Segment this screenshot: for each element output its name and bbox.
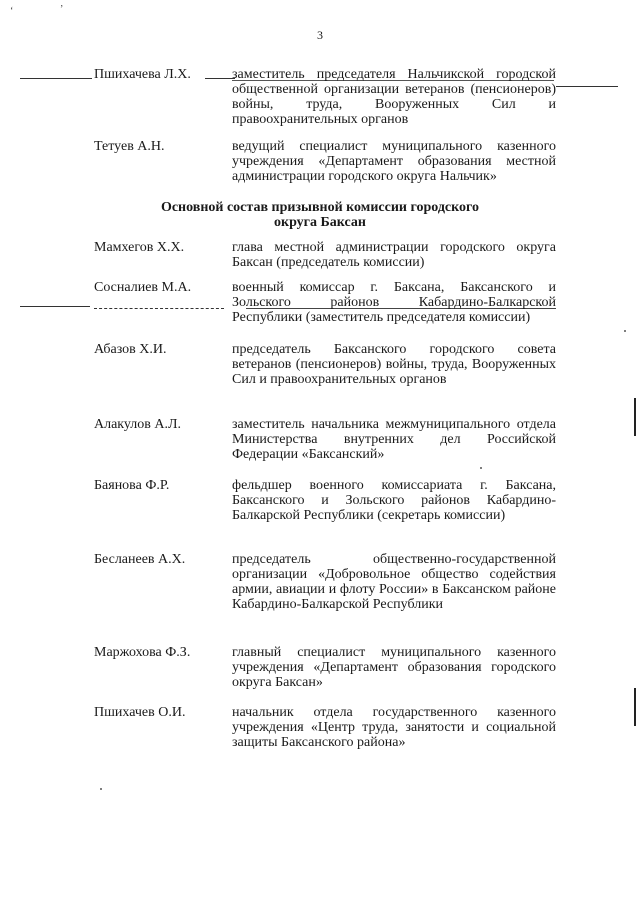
member-name: Маржохова Ф.З.: [94, 645, 191, 660]
scan-speck: [480, 467, 482, 469]
scan-line: [556, 86, 618, 87]
member-role: заместитель начальника межмуниципального отдела Министерства внутренних дел Российской Федерации «Баксанский»: [232, 417, 556, 462]
page-number: 3: [317, 28, 323, 42]
scan-speck: [624, 330, 626, 332]
scan-artifact: ’: [60, 4, 64, 15]
member-name: Тетуев А.Н.: [94, 139, 165, 154]
scan-speck: [100, 788, 102, 790]
member-role: военный комиссар г. Баксана, Баксанского и Зольского районов Кабардино-Балкарской Республики (заместитель председателя комиссии): [232, 280, 556, 325]
member-name: Сосналиев М.А.: [94, 280, 192, 295]
scan-line: [20, 306, 90, 307]
member-name: Бесланеев А.Х.: [94, 552, 186, 567]
member-name: Алакулов А.Л.: [94, 417, 182, 432]
member-role: председатель Баксанского городского совета ветеранов (пенсионеров) войны, труда, Вооруженных Сил и правоохранительных органов: [232, 342, 556, 387]
scan-edge-mark: [634, 688, 636, 726]
member-role: председатель общественно-государственной организации «Добровольное общество содействия армии, авиации и флоту России» в Баксанском районе Кабардино-Балкарской Республики: [232, 552, 556, 612]
member-role: фельдшер военного комиссариата г. Баксана, Баксанского и Зольского районов Кабардино-Балкарской Республики (секретарь комиссии): [232, 478, 556, 523]
member-role: начальник отдела государственного казенного учреждения «Центр труда, занятости и социальной защиты Баксанского района»: [232, 705, 556, 750]
member-name: Пшихачева Л.Х.: [94, 67, 191, 82]
member-role: ведущий специалист муниципального казенного учреждения «Департамент образования местной администрации городского округа Нальчик»: [232, 139, 556, 184]
member-name: Мамхегов Х.Х.: [94, 240, 185, 255]
member-role: главный специалист муниципального казенного учреждения «Департамент образования городского округа Баксан»: [232, 645, 556, 690]
member-role: глава местной администрации городского округа Баксан (председатель комиссии): [232, 240, 556, 270]
section-title: Основной состав призывной комиссии городского округа Баксан: [160, 200, 480, 230]
member-role: заместитель председателя Нальчикской городской общественной организации ветеранов (пенсионеров) войны, труда, Вооруженных Сил и правоохранительных органов: [232, 67, 556, 127]
member-name: Абазов Х.И.: [94, 342, 167, 357]
scan-artifact: ‘: [10, 6, 14, 17]
member-name: Пшихачев О.И.: [94, 705, 186, 720]
scan-line: [20, 78, 92, 79]
scan-edge-mark: [634, 398, 636, 436]
member-name: Баянова Ф.Р.: [94, 478, 170, 493]
scan-line: [94, 308, 224, 309]
